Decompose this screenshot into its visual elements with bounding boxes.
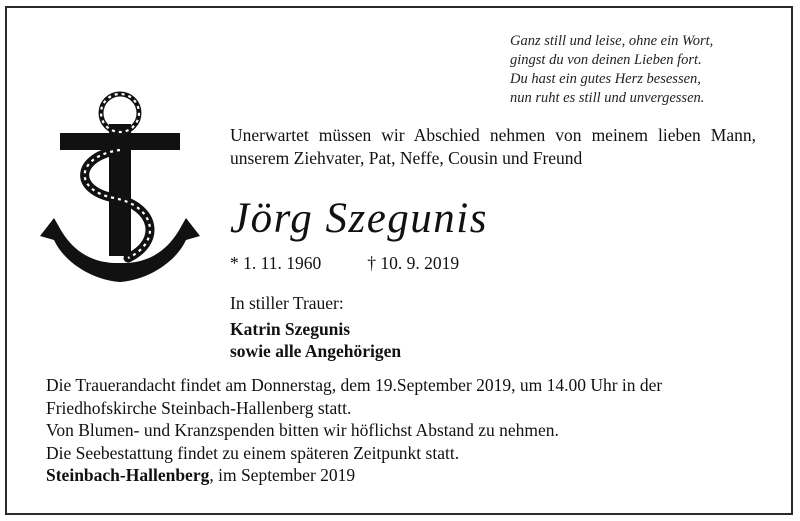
funeral-info <box>46 374 758 487</box>
poem-line: Du hast ein gutes Herz besessen, <box>510 71 701 87</box>
place-name: Steinbach-Hallenberg <box>46 465 210 485</box>
flowers-info: Von Blumen- und Kranzspenden bitten wir höflichst Abstand zu nehmen. <box>46 420 559 440</box>
poem-line: Ganz still und leise, ohne ein Wort, <box>510 33 714 49</box>
poem-line: gingst du von deinen Lieben fort. <box>510 52 702 68</box>
life-dates <box>230 252 459 274</box>
deceased-name: Jörg Szegunis <box>230 195 488 242</box>
service-info: Die Trauerandacht findet am Donnerstag, dem 19.September 2019, um 14.00 Uhr in der Friedhofskirche Steinbach-Hallenberg statt. <box>46 375 663 418</box>
mourner-name: Katrin Szegunis <box>230 319 351 339</box>
sea-burial-info: Die Seebestattung findet zu einem späteren Zeitpunkt statt. <box>46 442 460 463</box>
anchor-with-rope-icon <box>36 86 204 284</box>
intro-text: Unerwartet müssen wir Abschied nehmen von meinem lieben Mann, unserem Ziehvater, Pat, Neffe, Cousin und Freund <box>230 125 756 168</box>
birth-date: * 1. 11. 1960 <box>230 253 322 273</box>
death-date: † 10. 9. 2019 <box>367 253 460 273</box>
poem-line: nun ruht es still und unvergessen. <box>510 90 705 106</box>
notice-date: , im September 2019 <box>209 465 356 485</box>
place-date-line <box>46 464 758 487</box>
mourning-heading: In stiller Trauer: <box>230 293 344 313</box>
poem <box>510 32 780 108</box>
mourners-list <box>230 318 401 362</box>
mourner-name: sowie alle Angehörigen <box>230 341 402 361</box>
